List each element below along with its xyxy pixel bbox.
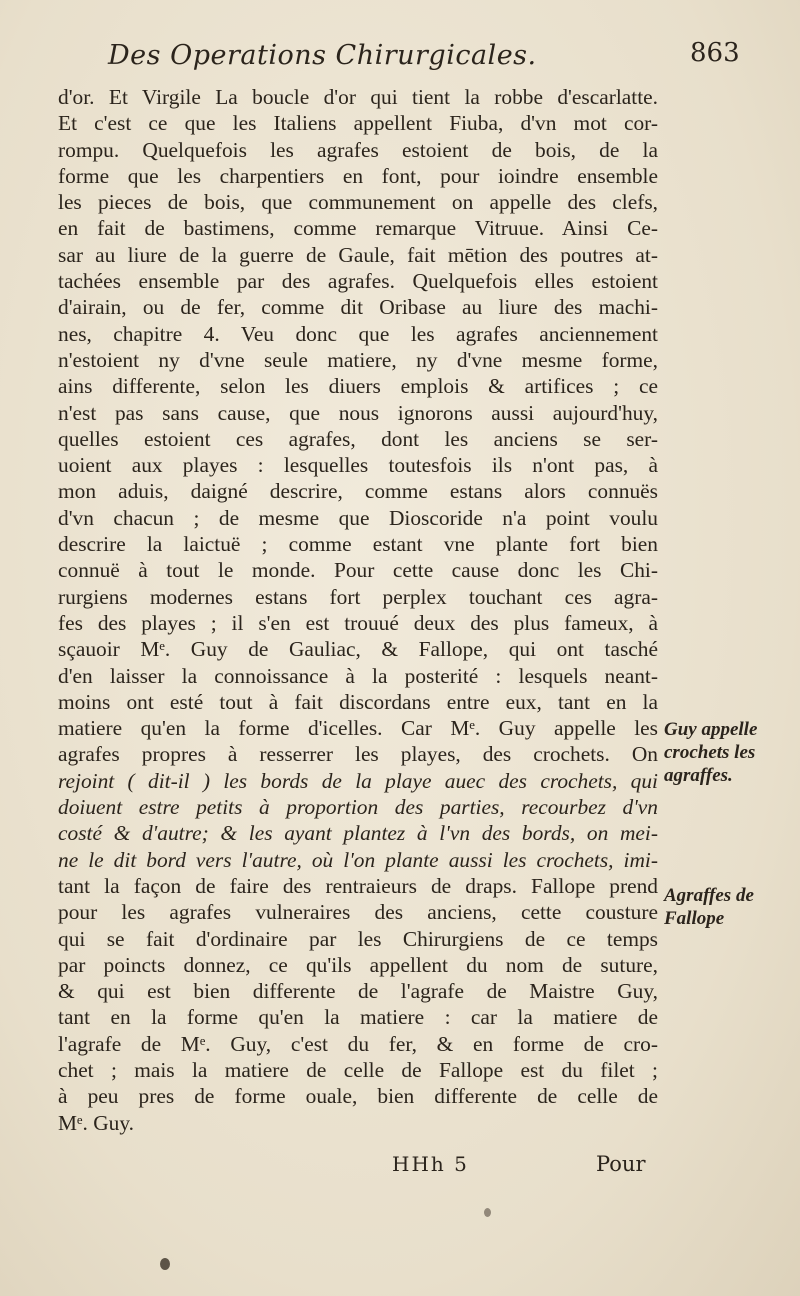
text-line: d'vn chacun ; de mesme que Dioscoride n'a point voulu [58,505,658,530]
text-line: rejoint ( dit-il ) les bords de la playe auec des crochets, qui [58,768,658,793]
text-line: Mᵉ. Guy. [58,1110,134,1135]
text-line: d'en laisser la connoissance à la posterité : lesquels neant- [58,663,658,688]
text-line: mon aduis, daigné descrire, comme estans alors connuës [58,479,658,504]
text-line: l'agrafe de Mᵉ. Guy, c'est du fer, & en forme de cro- [58,1031,658,1056]
ink-blot [484,1208,491,1217]
text-line: forme que les charpentiers en font, pour ioindre ensemble [58,163,658,188]
text-line: d'airain, ou de fer, comme dit Oribase au liure des machi- [58,295,658,320]
text-line: sçauoir Mᵉ. Guy de Gauliac, & Fallope, qui ont tasché [58,637,658,662]
text-line: doiuent estre petits à proportion des parties, recourbez d'vn [58,795,658,820]
text-line: rompu. Quelquefois les agrafes estoient de bois, de la [58,137,658,162]
ink-blot [160,1258,170,1270]
text-line: & qui est bien differente de l'agrafe de Maistre Guy, [58,979,658,1004]
page-number: 863 [690,38,740,68]
text-line: n'estoient ny d'vne seule matiere, ny d'vne mesme forme, [58,347,658,372]
text-line: fes des playes ; il s'en est trouué deux des plus fameux, à [58,610,658,635]
text-line: par poincts donnez, ce qu'ils appellent du nom de suture, [58,952,658,977]
text-line: nes, chapitre 4. Veu donc que les agrafes anciennement [58,321,658,346]
text-line: quelles estoient ces agrafes, dont les anciens se ser- [58,426,658,451]
text-line: moins ont esté tout à fait discordans entre eux, tant en la [58,689,658,714]
text-line: descrire la laictuë ; comme estant vne plante fort bien [58,532,658,557]
text-line: d'or. Et Virgile La boucle d'or qui tient la robbe d'escarlatte. [58,85,658,109]
margin-note: Agraffes de Fallope [664,885,754,929]
catchword: Pour [596,1152,646,1176]
text-line: les pieces de bois, que communement on appelle des clefs, [58,190,658,215]
text-line: pour les agrafes vulneraires des anciens, cette cousture [58,900,658,925]
text-line: ains differente, selon les diuers emplois & artifices ; ce [58,374,658,399]
text-line: tant en la forme qu'en la matiere : car la matiere de [58,1005,658,1030]
text-line: ne le dit bord vers l'autre, où l'on plante aussi les crochets, imi- [58,847,658,872]
text-line: qui se fait d'ordinaire par les Chirurgiens de ce temps [58,926,658,951]
text-line: rurgiens modernes estans fort perplex touchant ces agra- [58,584,658,609]
running-title: Des Operations Chirurgicales. [108,40,537,71]
text-line: à peu pres de forme ouale, bien differente de celle de [58,1084,658,1109]
text-line: uoient aux playes : lesquelles toutesfois ils n'ont pas, à [58,453,658,478]
signature-mark: HHh 5 [392,1152,469,1176]
margin-note: Guy appelle crochets les agraffes. [664,719,758,786]
text-line: agrafes propres à resserrer les playes, des crochets. On [58,742,658,767]
text-line: costé & d'autre; & les ayant plantez à l'vn des bords, on mei- [58,821,658,846]
text-line: tachées ensemble par des agrafes. Quelquefois elles estoient [58,269,658,294]
text-line: chet ; mais la matiere de celle de Fallope est du filet ; [58,1057,658,1082]
body-text [58,84,658,1136]
text-line: n'est pas sans cause, que nous ignorons aussi aujourd'huy, [58,400,658,425]
text-line: connuë à tout le monde. Pour cette cause donc les Chi- [58,558,658,583]
text-line: matiere qu'en la forme d'icelles. Car Mᵉ. Guy appelle les [58,716,658,741]
text-line: en fait de bastimens, comme remarque Vitruue. Ainsi Ce- [58,216,658,241]
text-line: tant la façon de faire des rentraieurs de draps. Fallope prend [58,873,658,898]
text-line: Et c'est ce que les Italiens appellent Fiuba, d'vn mot cor- [58,111,658,136]
text-line: sar au liure de la guerre de Gaule, fait mētion des poutres at- [58,242,658,267]
